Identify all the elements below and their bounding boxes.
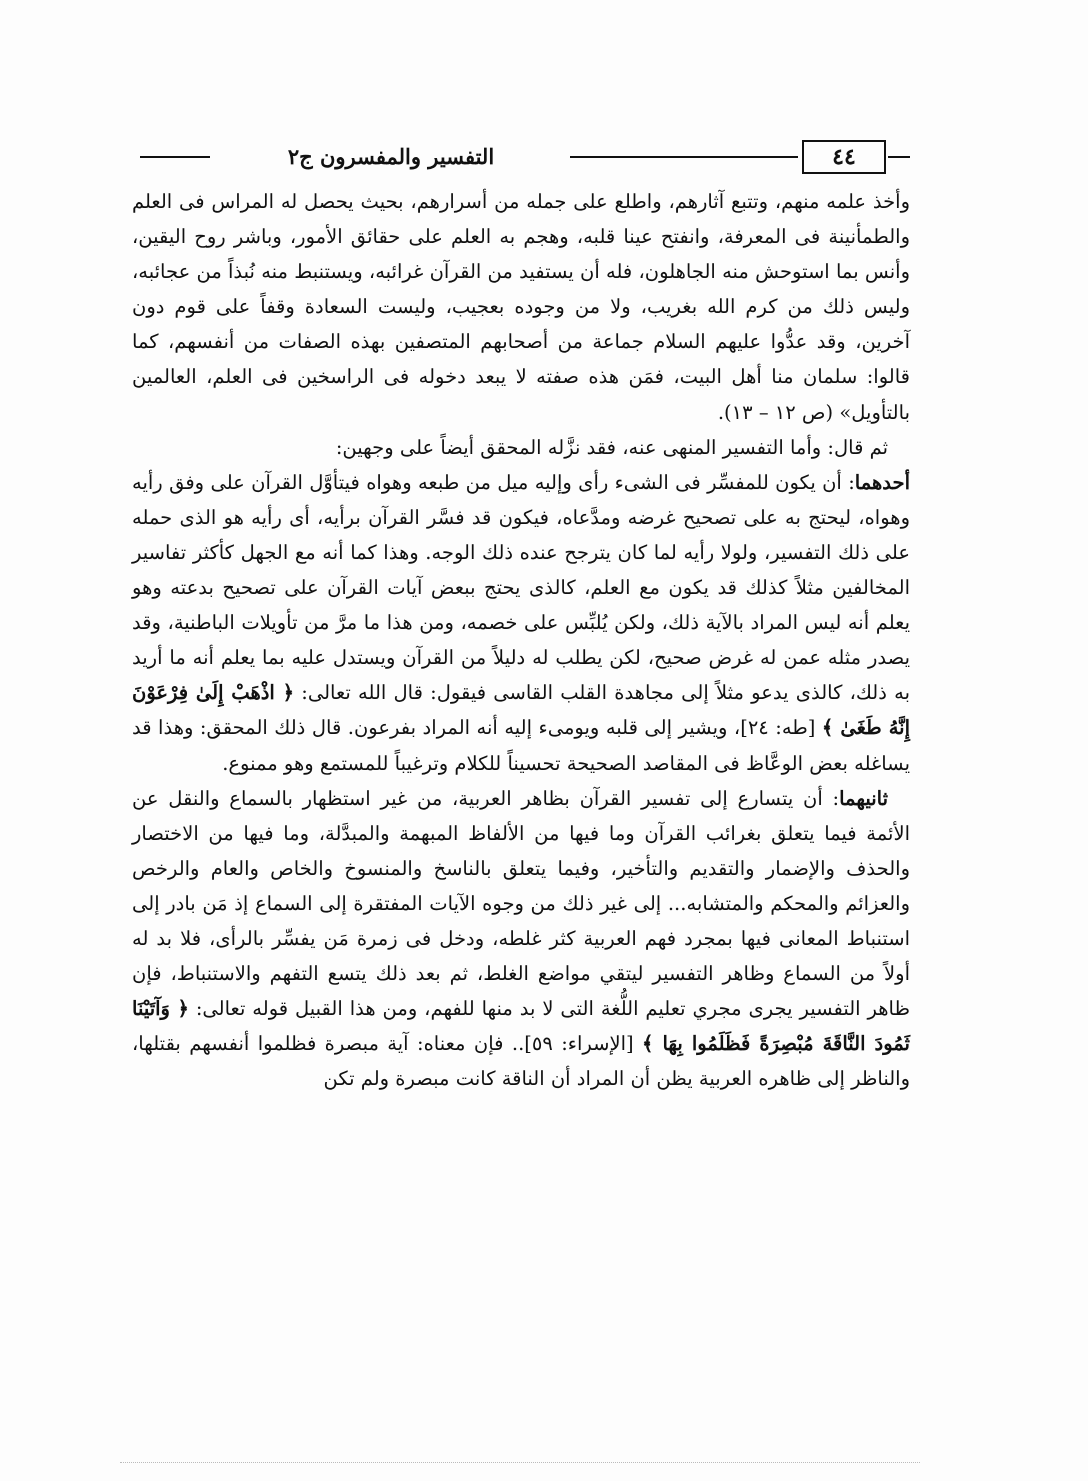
paragraph-first-aspect	[132, 465, 910, 781]
paragraph-quote-continuation: وأخذ علمه منهم، وتتبع آثارهم، واطلع على جمله من أسرارهم، بحيث يحصل له المراس فى العلم والطمأنينة فى المعرفة، وانفتح عينا قلبه، وهجم به العلم على حقائق الأمور، وباشر روح اليقين، وأنس بما استوحش منه الجاهلون، فله أن يستفيد من القرآن غرائبه، ويستنبط منه نُبذاً من عجائبه، وليس ذلك من كرم الله بغريب، ولا من وجوده بعجيب، وليست السعادة وقفاً على قوم دون آخرين، وقد عدُّوا عليهم السلام جماعة من أصحابهم المتصفين بهذه الصفات من أنفسهم، كما قالوا: سلمان منا أهل البيت، فمَن هذه صفته لا يبعد دخوله فى الراسخين فى العلم، العالمين بالتأويل» (ص ١٢ – ١٣).	[132, 190, 910, 424]
second-aspect-text-end: [الإسراء: ٥٩].. فإن معناه: آية مبصرة فظلموا أنفسهم بقتلها، والناظر إلى ظاهره العربية يظن أن المراد أن الناقة كانت مبصرة ولم تكن	[132, 1032, 910, 1091]
first-aspect-heading: أحدهما	[854, 470, 910, 494]
second-aspect-heading: ثانيهما	[839, 786, 888, 810]
header-rule-right	[888, 156, 910, 158]
body-text	[132, 184, 910, 1096]
quran-verse-isra: ﴿ وَآتَيْنَا ثَمُودَ النَّاقَةَ مُبْصِرَةً فَظَلَمُوا بِهَا ﴾	[132, 997, 910, 1056]
page-number: ٤٤	[802, 140, 886, 174]
first-aspect-text-end: [طه: ٢٤]، ويشير إلى قلبه ويومىء إليه أنه المراد بفرعون. قال ذلك المحقق: وهذا قد يساغله بعض الوعَّاظ فى المقاصد الصحيحة تحسيناً للكلام وترغيباً للمستمع وهو ممنوع.	[132, 716, 910, 775]
header-rule-left	[140, 156, 210, 158]
paragraph-intro: ثم قال: وأما التفسير المنهى عنه، فقد نزَّله المحقق أيضاً على وجهين:	[335, 435, 888, 459]
second-aspect-text: : أن يتسارع إلى تفسير القرآن بظاهر العربية، من غير استظهار بالسماع والنقل عن الأئمة فيما يتعلق بغرائب القرآن وما فيها من الألفاظ المبهمة والمبدَّلة، وما فيها من الاختصار والحذف والإضمار والتقديم والتأخير، وفيما يتعلق بالناسخ والمنسوخ والخاص والعام والرخص والعزائم والمحكم والمتشابه... إلى غير ذلك من وجوه الآيات المفتقرة إلى السماع إذ مَن بادر إلى استنباط المعانى فيها بمجرد فهم العربية كثر غلطه، ودخل فى زمرة مَن يفسِّر بالرأى، فلا بد له أولاً من السماع وظاهر التفسير ليتقي مواضع الغلط، ثم بعد ذلك يتسع التفهم والاستنباط، فإن ظاهر التفسير يجرى مجري تعليم اللُّغة التى لا بد منها للفهم، ومن هذا القبيل قوله تعالى:	[132, 786, 911, 1021]
quran-verse-taha: ﴿ اذْهَبْ إِلَىٰ فِرْعَوْنَ إِنَّهُ طَغَىٰ ﴾	[132, 681, 910, 740]
running-title: التفسير والمفسرون ج٢	[287, 144, 495, 169]
first-aspect-text: : أن يكون للمفسِّر فى الشىء رأى وإليه ميل من طبعه وهواه فيتأوَّل القرآن على وفق رأيه وهواه، ليحتج به على تصحيح غرضه ومدَّعاه، فيكون قد فسَّر القرآن برأيه، أى رأيه هو الذى حمله على ذلك التفسير، ولولا رأيه لما كان يترجح عنده ذلك الوجه. وهذا كما أنه مع الجهل كأكثر تفاسير المخالفين مثلاً كذلك قد يكون مع العلم، كالذى يحتج ببعض آيات القرآن على تصحيح بدعته وهو يعلم أنه ليس المراد بالآية ذلك، ولكن يُلبِّس على خصمه، ومن هذا ما مرَّ من تأويلات الباطنية، وقد يصدر مثله عمن له غرض صحيح، لكن يطلب له دليلاً من القرآن ويستدل عليه بما يعلم أنه ما أريد به ذلك، كالذى يدعو مثلاً إلى مجاهدة القلب القاسى فيقول: قال الله تعالى:	[132, 470, 911, 705]
header-rule-middle	[570, 156, 798, 158]
bottom-dotted-rule	[120, 1462, 920, 1464]
page-header	[140, 138, 910, 180]
paragraph-second-aspect	[132, 781, 910, 1097]
